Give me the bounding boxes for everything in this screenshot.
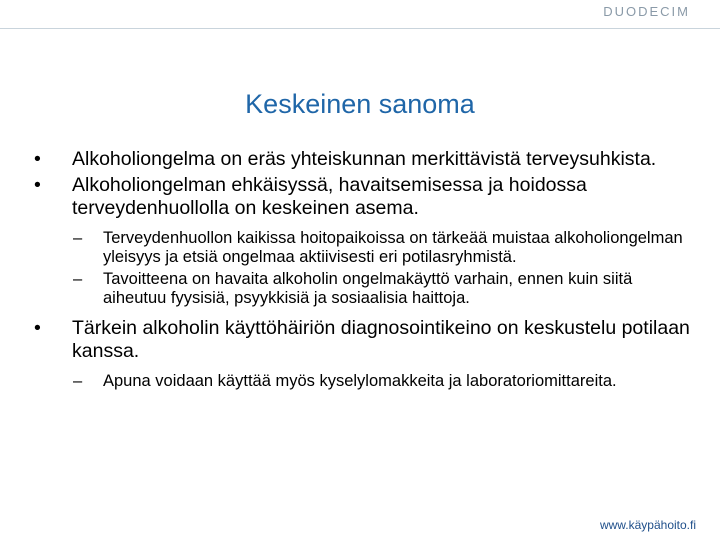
dash-marker: – (73, 229, 83, 247)
header-divider (0, 28, 720, 29)
bullet-marker: • (34, 174, 41, 196)
bullet-marker: • (34, 148, 41, 170)
bullet-text: Alkoholiongelma on eräs yhteiskunnan merkittävistä terveysuhkista. (72, 148, 657, 170)
bullet-text: Tärkein alkoholin käyttöhäiriön diagnosointikeino on keskustelu potilaan kanssa. (72, 317, 690, 362)
slide-title: Keskeinen sanoma (245, 89, 475, 119)
dash-marker: – (73, 372, 83, 390)
dash-marker: – (73, 270, 83, 288)
sub-bullet-text: Tavoitteena on havaita alkoholin ongelmakäyttö varhain, ennen kuin siitä aiheutuu fyysisiä, psyykkisiä ja sosiaalisia haittoja. (103, 270, 633, 307)
sub-bullet-text: Terveydenhuollon kaikissa hoitopaikoissa on tärkeää muistaa alkoholiongelman yleisyys ja etsiä ongelmaa aktiivisesti eri potilasryhmistä. (103, 229, 683, 266)
sub-bullet-text: Apuna voidaan käyttää myös kyselylomakkeita ja laboratoriomittareita. (103, 372, 617, 390)
bullet-item (32, 148, 692, 171)
bullet-item (32, 317, 692, 363)
footer-url: www.käypähoito.fi (599, 518, 696, 532)
sub-bullet-item (32, 270, 692, 308)
duodecim-logo: DUODECIM (603, 4, 690, 19)
bullet-text: Alkoholiongelman ehkäisyssä, havaitsemisessa ja hoidossa terveydenhuollolla on keskeinen asema. (72, 174, 587, 219)
sub-bullet-item (32, 229, 692, 267)
bullet-item (32, 174, 692, 220)
slide-content (32, 148, 692, 394)
sub-bullet-item (32, 372, 692, 391)
bullet-marker: • (34, 317, 41, 339)
